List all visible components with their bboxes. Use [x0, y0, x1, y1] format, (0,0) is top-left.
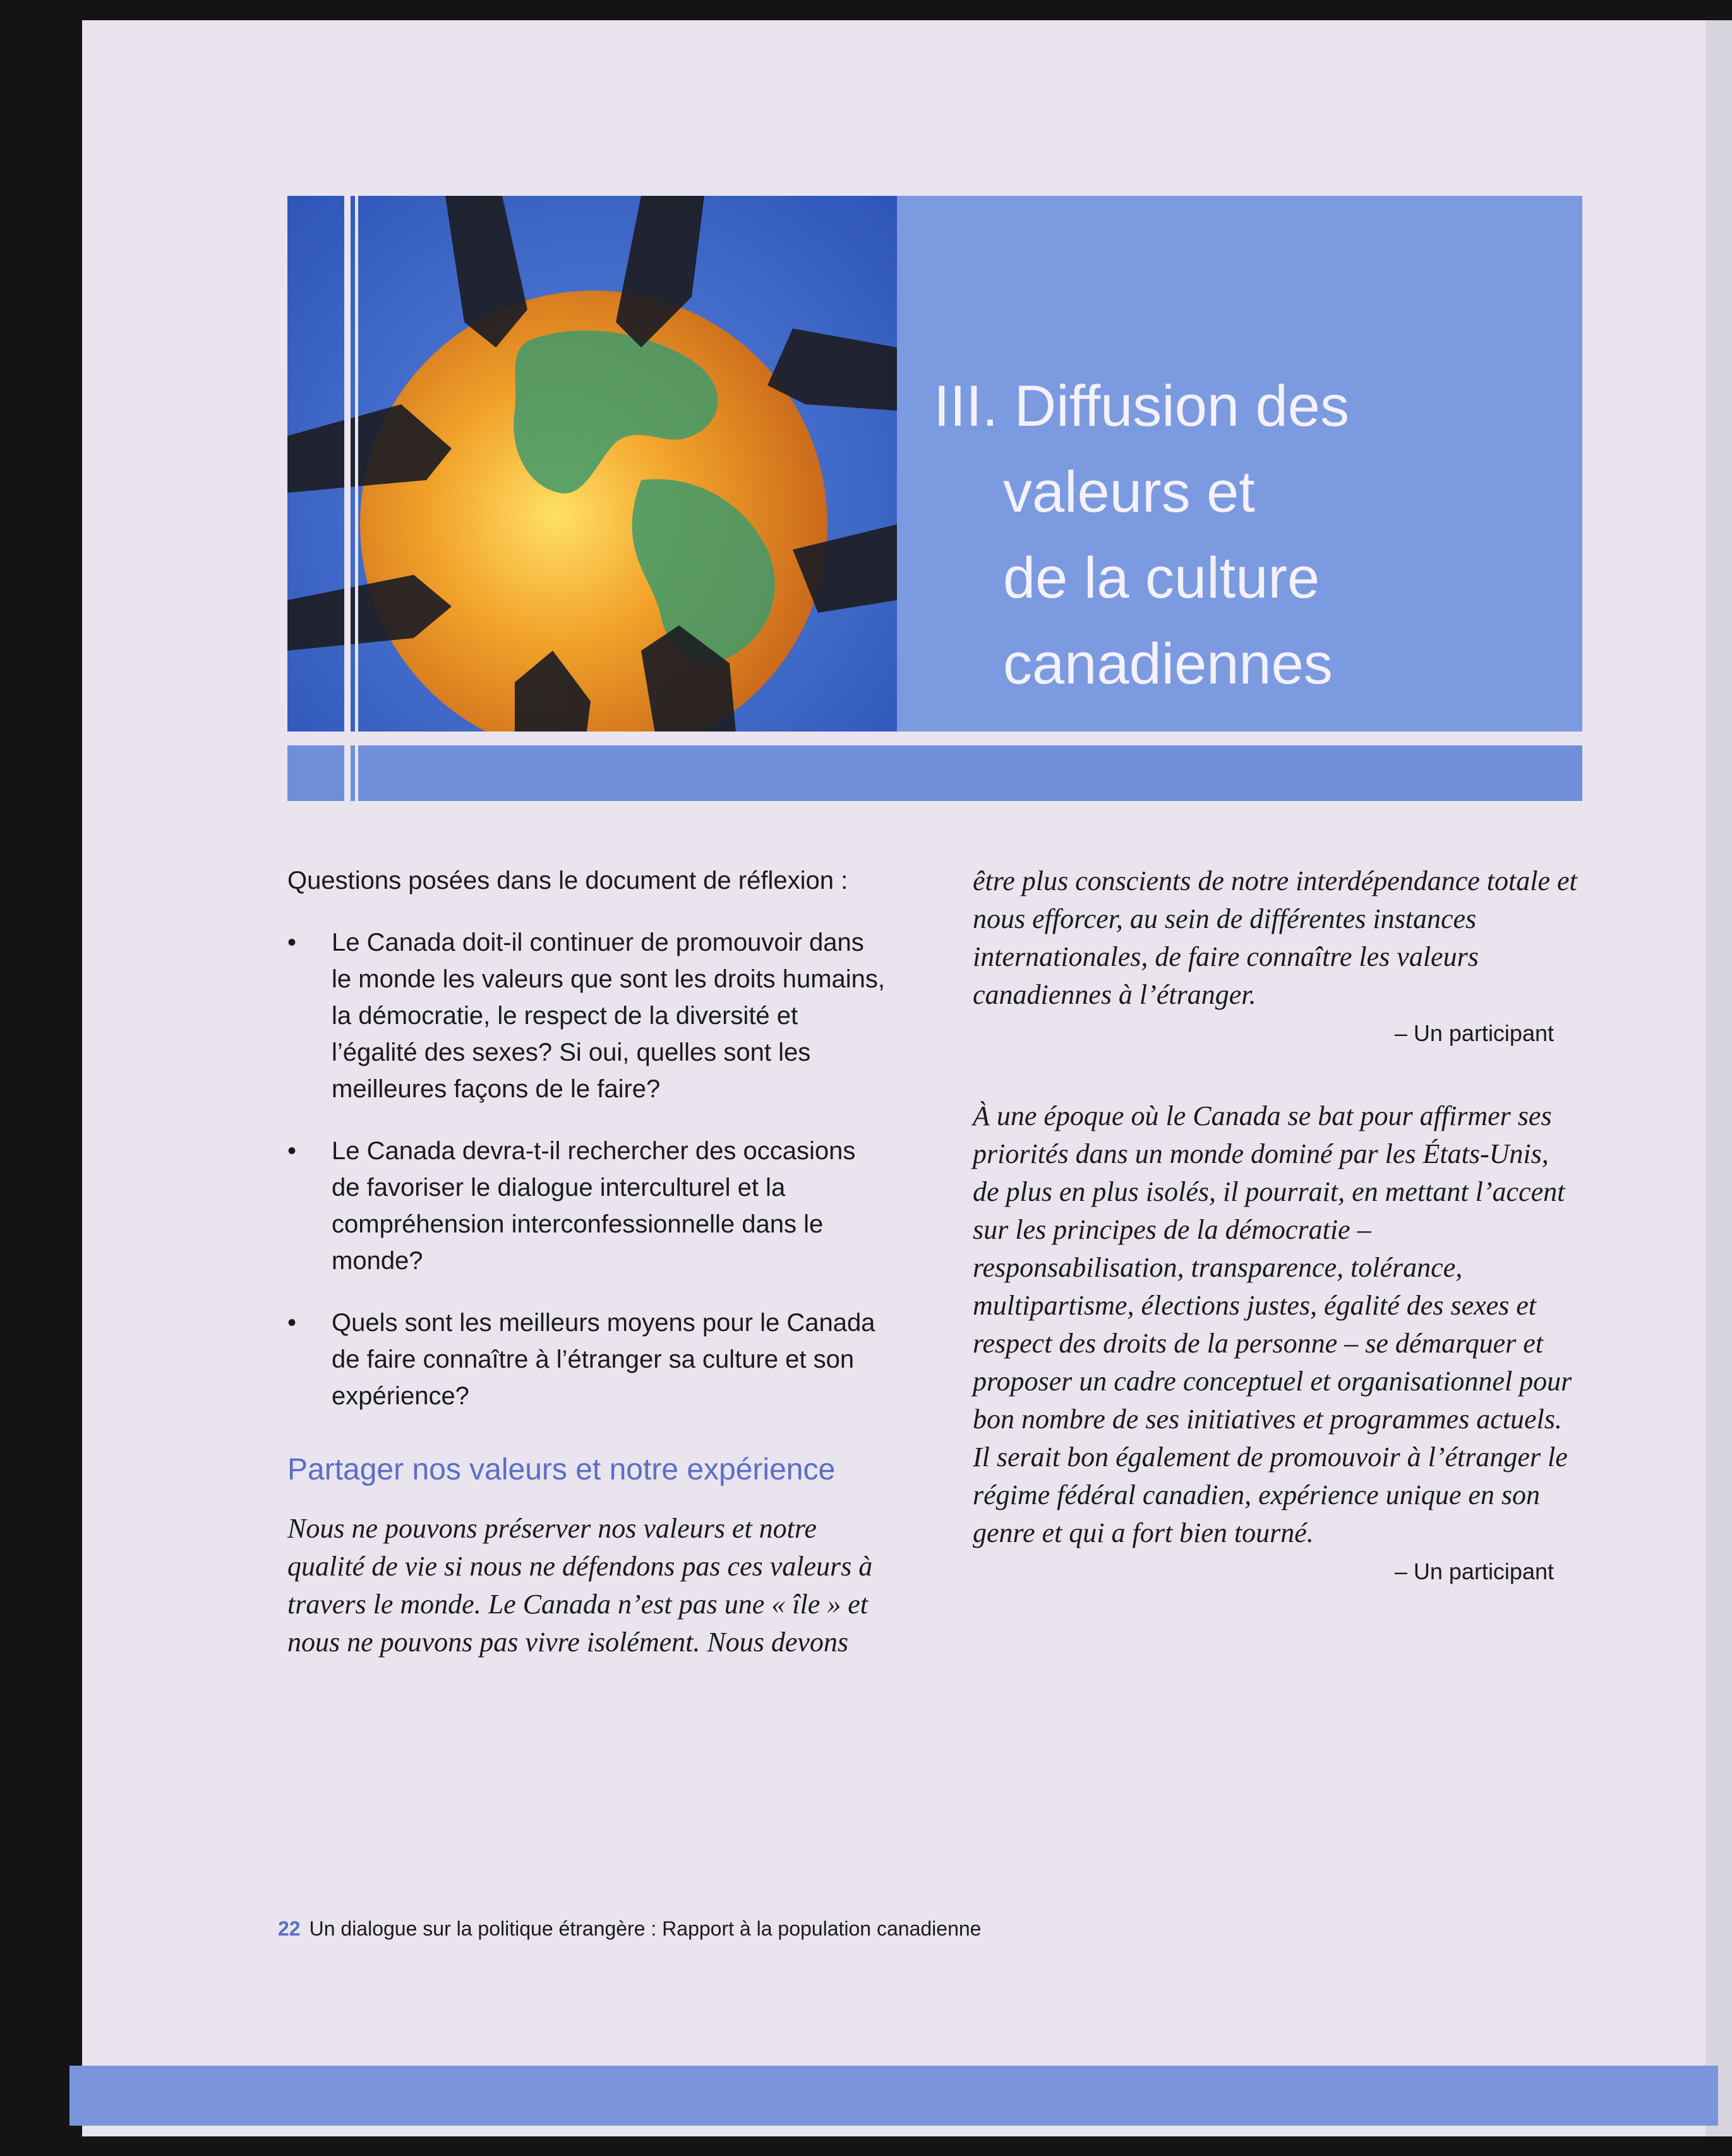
- spacer: [973, 1047, 1579, 1097]
- banner-strip: [287, 745, 1582, 801]
- chapter-title-line-4: canadiennes: [1003, 632, 1333, 696]
- quote-attribution: – Un participant: [1394, 1020, 1554, 1046]
- bottom-color-band: [69, 2066, 1718, 2126]
- question-text: Quels sont les meilleurs moyens pour le Canada de faire connaître à l’étranger sa culture et son expérience?: [332, 1309, 875, 1410]
- globe-hands-photo: [287, 196, 897, 801]
- page-number: 22: [278, 1917, 301, 1940]
- chapter-title-line-3: de la culture: [1003, 546, 1320, 610]
- banner-divider-vertical-1: [344, 196, 351, 801]
- quote-attribution-2: – Un participant: [1394, 1558, 1554, 1584]
- left-column: [287, 862, 887, 1661]
- globe-illustration: [287, 196, 897, 801]
- banner-divider-vertical-2: [355, 196, 358, 801]
- list-item: [287, 1133, 887, 1279]
- page-edge: [1705, 20, 1732, 2136]
- list-item: [287, 1304, 887, 1414]
- footer-title: Un dialogue sur la politique étrangère : Rapport à la population canadienne: [309, 1917, 982, 1940]
- section-heading: Partager nos valeurs et notre expérience: [287, 1453, 836, 1486]
- bullet-icon: •: [287, 1137, 297, 1165]
- question-text: Le Canada devra-t-il rechercher des occasions de favoriser le dialogue interculturel et la compréhension interconfessionnelle dans le monde?: [332, 1137, 856, 1275]
- bullet-icon: •: [287, 929, 297, 956]
- questions-list: [287, 924, 887, 1414]
- quote-continuation: être plus conscients de notre interdépendance totale et nous efforcer, au sein de différentes instances internationales, de faire connaître les valeurs canadiennes à l’étranger.: [973, 865, 1577, 1010]
- questions-intro: Questions posées dans le document de réflexion :: [287, 867, 848, 894]
- chapter-title: [934, 363, 1565, 707]
- chapter-title-line-1: III. Diffusion des: [934, 374, 1349, 438]
- chapter-title-line-2: valeurs et: [1003, 460, 1255, 524]
- quote-text: Nous ne pouvons préserver nos valeurs et notre qualité de vie si nous ne défendons pas ces valeurs à travers le monde. Le Canada n’est pas une « île » et nous ne pouvons pas vivre isolément. Nous devons: [287, 1513, 873, 1658]
- question-text: Le Canada doit-il continuer de promouvoir dans le monde les valeurs que sont les droits humains, la démocratie, le respect de la diversité et l’égalité des sexes? Si oui, quelles sont les meilleures façons de le faire?: [332, 929, 886, 1103]
- bullet-icon: •: [287, 1309, 297, 1337]
- banner-divider-horizontal: [287, 732, 1582, 745]
- right-column: [973, 862, 1579, 1585]
- page-footer: [278, 1917, 981, 1941]
- list-item: [287, 924, 887, 1107]
- quote-text-2: À une époque où le Canada se bat pour affirmer ses priorités dans un monde dominé par les États-Unis, de plus en plus isolés, il pourrait, en mettant l’accent sur les principes de la démocratie – responsabilisation, transparence, tolérance, multipartisme, élections justes, égalité des sexes et respect des droits de la personne – se démarquer et proposer un cadre conceptuel et organisationnel pour bon nombre de ses initiatives et programmes actuels. Il serait bon également de promouvoir à l’étranger le régime fédéral canadien, expérience unique en son genre et qui a fort bien tourné.: [973, 1100, 1572, 1548]
